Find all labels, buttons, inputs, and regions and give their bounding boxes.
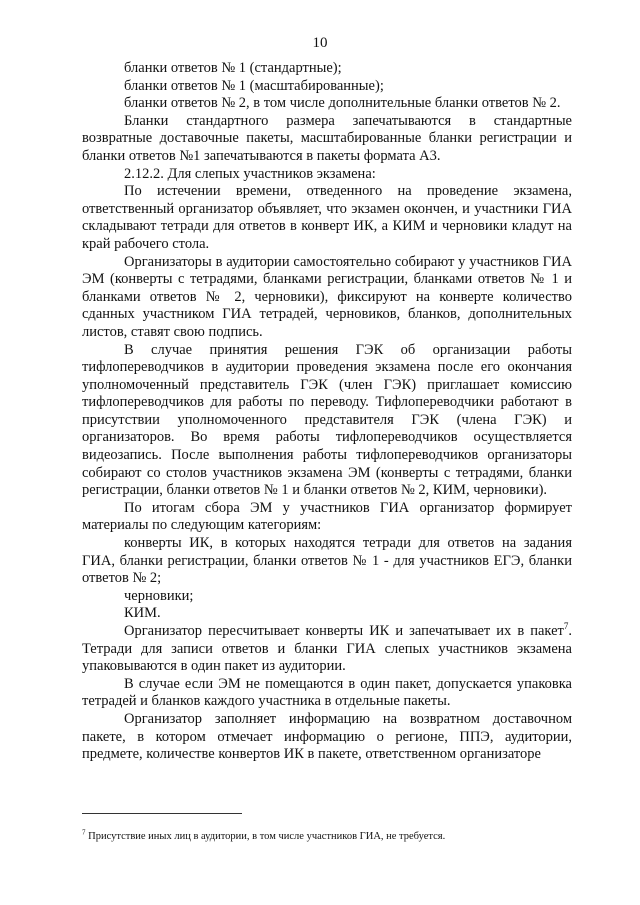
paragraph-categories-intro: По итогам сбора ЭМ у участников ГИА организатор формирует материалы по следующим категориям: — [82, 499, 572, 534]
paragraph-organizers-collect: Организаторы в аудитории самостоятельно собирают у участников ГИА ЭМ (конверты с тетрадями, бланками регистрации, бланками ответов № 1 и бланками ответов № 2, черновики), фиксируют на конверте количество сданных участником ГИА тетрадей, черновиков, бланков, дополнительных листов, ставят свою подпись. — [82, 253, 572, 340]
footnote-marker: 7 — [82, 828, 86, 837]
body-text — [82, 60, 572, 764]
paragraph-category-envelopes: конверты ИК, в которых находятся тетради для ответов на задания ГИА, бланки регистрации, бланки ответов № 1 - для участников ЕГЭ, бланки ответов № 2; — [82, 535, 572, 587]
paragraph-category-drafts: черновики; — [124, 587, 194, 604]
paragraph-notebooks-packed: Тетради для записи ответов и бланки ГИА слепых участников экзамена упаковываются в один пакет из аудитории. — [82, 640, 572, 675]
footnote-reference: 7 — [563, 621, 569, 632]
paragraph-time-expired: По истечении времени, отведенного на проведение экзамена, ответственный организатор объявляет, что экзамен окончен, и участники ГИА складывают тетради для ответов в конверт ИК, а КИМ и черновики кладут на край рабочего стола. — [82, 183, 572, 252]
paragraph-separate-packages: В случае если ЭМ не помещаются в один пакет, допускается упаковка тетрадей и бланков каждого участника в отдельные пакеты. — [82, 675, 572, 710]
footnote-separator — [82, 813, 242, 814]
footnote — [82, 830, 572, 843]
section-heading-2-12-2: 2.12.2. Для слепых участников экзамена: — [124, 165, 376, 182]
paragraph-recount-text: Организатор пересчитывает конверты ИК и запечатывает их в пакет — [124, 623, 564, 639]
paragraph-list-item-1: бланки ответов № 1 (стандартные); — [124, 60, 342, 76]
paragraph-category-kim: КИМ. — [124, 605, 161, 622]
paragraph-recount-end: . — [568, 623, 572, 639]
paragraph-recount-envelopes — [82, 623, 572, 641]
paragraph-typhlo-translators: В случае принятия решения ГЭК об организации работы тифлопереводчиков в аудитории проведения экзамена после его окончания уполномоченный представитель ГЭК (член ГЭК) приглашает комиссию тифлопереводчиков для работы по переводу. Тифлопереводчики работают в присутствии уполномоченного представителя ГЭК (члена ГЭК) и организаторов. Во время работы тифлопереводчиков осуществляется видеозапись. После выполнения работы тифлопереводчиков организаторы собирают со столов участников экзамена ЭМ (конверты с тетрадями, бланки регистрации, бланки ответов № 1 и бланки ответов № 2, КИМ, черновики). — [82, 341, 572, 499]
paragraph-list-item-2: бланки ответов № 1 (масштабированные); — [124, 77, 384, 94]
footnote-text: Присутствие иных лиц в аудитории, в том числе участников ГИА, не требуется. — [88, 831, 446, 842]
paragraph-fill-package-info: Организатор заполняет информацию на возвратном доставочном пакете, в котором отмечает информацию о регионе, ППЭ, аудитории, предмете, количестве конвертов ИК в пакете, ответственном организаторе — [82, 710, 572, 763]
paragraph-blank-sizes: Бланки стандартного размера запечатываются в стандартные возвратные доставочные пакеты, масштабированные бланки регистрации и бланки ответов №1 запечатываются в пакеты формата А3. — [82, 112, 572, 164]
paragraph-list-item-3: бланки ответов № 2, в том числе дополнительные бланки ответов № 2. — [124, 95, 561, 112]
page-number: 10 — [312, 35, 328, 51]
